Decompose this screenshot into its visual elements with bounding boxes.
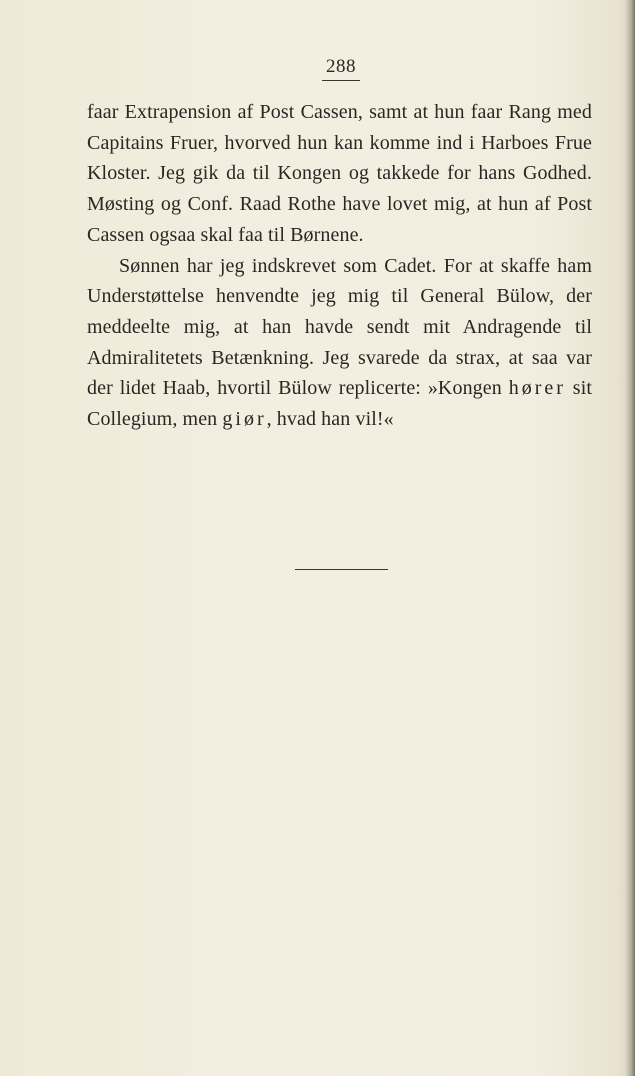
- section-end-rule: [295, 569, 388, 570]
- paragraph-2-emphasis-hoerer: hører: [508, 377, 566, 400]
- paragraph-1: faar Extrapension af Post Cassen, samt at hun faar Rang med Capitains Fruer, hvorved hun kan komme ind i Harboes Frue Kloster. Jeg gik da til Kongen og takkede for hans Godhed. Møsting og Conf. Raad Rothe have lovet mig, at hun af Post Cassen ogsaa skal faa til Børnene.: [87, 101, 592, 246]
- paragraph-2-text-middle: sit Collegium, men: [87, 377, 593, 431]
- page-header: [0, 56, 635, 81]
- body-text: [87, 97, 592, 435]
- page-number: 288: [322, 56, 360, 81]
- paragraph-2-text-before: Sønnen har jeg indskrevet som Cadet. For at skaffe ham Understøttelse henvendte jeg mig til General Bülow, der meddeelte mig, at han havde sendt mit Andragende til Admiralitetets Betænkning. Jeg svarede da strax, at saa var der lidet Haab, hvortil Bülow replicerte: »Kongen: [87, 254, 592, 400]
- paragraph-2-text-after: , hvad han vil!«: [266, 408, 394, 431]
- page-edge-shadow: [625, 0, 635, 1076]
- paragraph-2: [87, 251, 592, 435]
- paragraph-2-emphasis-gioer: giør: [222, 408, 267, 431]
